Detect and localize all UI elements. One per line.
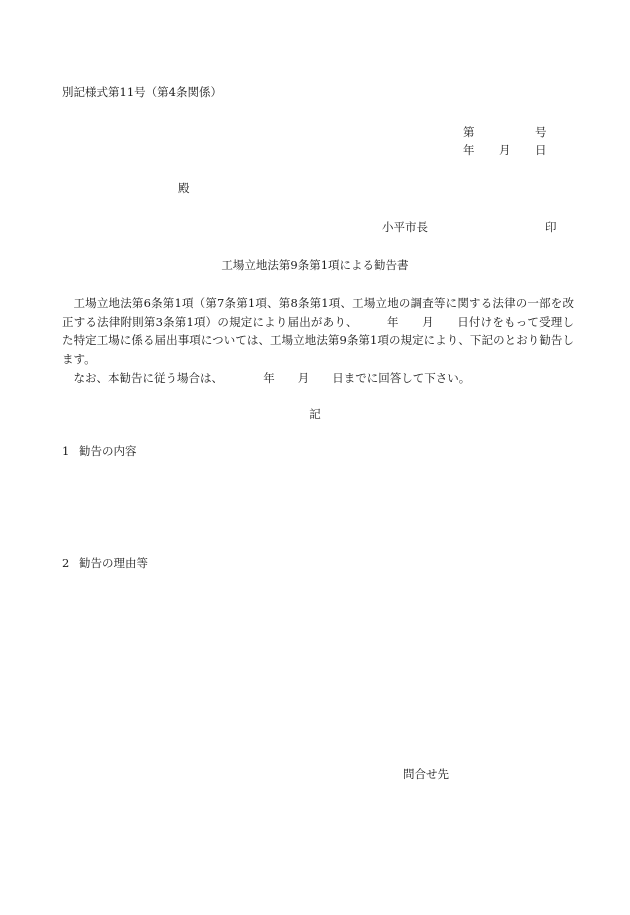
section-item-2 <box>62 554 148 572</box>
section-item-1 <box>62 442 137 460</box>
form-number: 別記様式第11号（第4条関係） <box>62 85 222 99</box>
date-month: 月 <box>499 143 511 157</box>
ki-heading: 記 <box>309 407 321 421</box>
section-item-1-label: 勧告の内容 <box>79 444 137 458</box>
date-year: 年 <box>463 143 475 157</box>
document-title: 工場立地法第9条第1項による勧告書 <box>221 258 409 272</box>
document-number-suffix: 号 <box>535 125 547 139</box>
document-number-prefix: 第 <box>463 125 475 139</box>
section-item-2-number: 2 <box>62 556 70 570</box>
contact-label: 問合せ先 <box>403 767 449 781</box>
addressee-honorific: 殿 <box>178 181 190 195</box>
body-text <box>62 294 574 387</box>
date-day: 日 <box>535 143 547 157</box>
body-paragraph-2: なお、本勧告に従う場合は、 年 月 日までに回答して下さい。 <box>73 370 471 385</box>
section-item-2-label: 勧告の理由等 <box>79 556 148 570</box>
body-paragraph-1: 工場立地法第6条第1項（第7条第1項、第8条第1項、工場立地の調査等に関する法律の一部を改正する法律附則第3条第1項）の規定により届出があり、 年 月 日付けをもって受理した特定工場に係る届出事項については、工場立地法第9条第1項の規定により、下記のとおり勧告します。 <box>62 296 574 366</box>
section-item-1-number: 1 <box>62 444 70 458</box>
sender-name: 小平市長 <box>382 220 428 234</box>
seal-mark: 印 <box>545 220 557 234</box>
